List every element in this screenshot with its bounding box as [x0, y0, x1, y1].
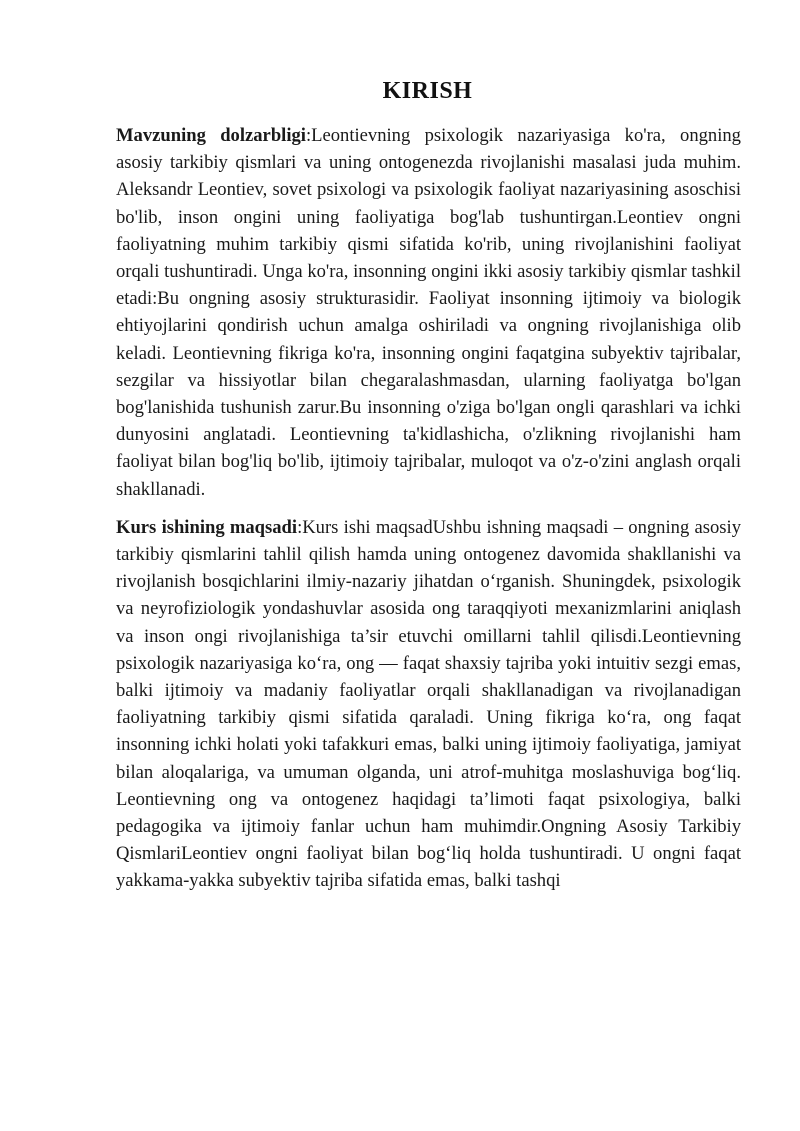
paragraph-relevance	[116, 122, 741, 503]
paragraph-text-relevance: :Leontievning psixologik nazariyasiga ko'ra, ongning asosiy tarkibiy qismlari va uning ontogenezda rivojlanishi masalasi juda muhim. Aleksandr Leontiev, sovet psixologi va psixologik faoliyat nazariyasining asoschisi bo'lib, inson ongini uning faoliyatiga bog'lab tushuntirgan.Leontiev ongni faoliyatning muhim tarkibiy qismi sifatida ko'rib, uning rivojlanishini faoliyat orqali tushuntiradi. Unga ko'ra, insonning ongini ikki asosiy tarkibiy qismlar tashkil etadi:Bu ongning asosiy strukturasidir. Faoliyat insonning ijtimoiy va biologik ehtiyojlarini qondirish uchun amalga oshiriladi va ongning rivojlanishiga olib keladi. Leontievning fikriga ko'ra, insonning ongini faqatgina subyektiv tajribalar, sezgilar va hissiyotlar bilan chegaralashmasdan, ularning faoliyatga bo'lgan bog'lanishida tushunish zarur.Bu insonning o'ziga bo'lgan ongli qarashlari va ichki dunyosini anglatadi. Leontievning ta'kidlashicha, o'zlikning rivojlanishi ham faoliyat bilan bog'liq bo'lib, ijtimoiy tajribalar, muloqot va o'z-o'zini anglash orqali shakllanadi.	[116, 125, 741, 500]
paragraph-lead-relevance: Mavzuning dolzarbligi	[116, 125, 306, 146]
document-body	[116, 122, 741, 895]
paragraph-lead-goal: Kurs ishining maqsadi	[116, 516, 298, 538]
page-title: KIRISH	[382, 78, 473, 104]
paragraph-text-goal: :Kurs ishi maqsadUshbu ishning maqsadi – ongning asosiy tarkibiy qismlarini tahlil qilish hamda uning ontogenez davomida shakllanishi va rivojlanish bosqichlarini ilmiy-nazariy jihatdan o‘rganish. Shuningdek, psixologik va neyrofiziologik yondashuvlar asosida ong taraqqiyoti mexanizmlarini aniqlash va inson ongi rivojlanishiga ta’sir etuvchi omillarni tahlil qilisdi.Leontievning psixologik nazariyasiga ko‘ra, ong — faqat shaxsiy tajriba yoki intuitiv sezgi emas, balki ijtimoiy va madaniy faoliyatlar orqali shakllanadigan va rivojlanadigan faoliyatning tarkibiy qismi sifatida qaraladi. Uning fikriga ko‘ra, ong faqat insonning ichki holati yoki tafakkuri emas, balki uning ijtimoiy faoliyatiga, jamiyat bilan aloqalariga, va umuman olganda, uni atrof-muhitga moslashuviga bog‘liq. Leontievning ong va ontogenez haqidagi ta’limoti faqat psixologiya, balki pedagogika va ijtimoiy fanlar uchun ham muhimdir.Ongning Asosiy Tarkibiy QismlariLeontiev ongni faoliyat bilan bog‘liq holda tushuntiradi. U ongni faqat yakkama-yakka subyektiv tajriba sifatida emas, balki tashqi	[116, 516, 741, 892]
paragraph-goal	[116, 514, 741, 895]
